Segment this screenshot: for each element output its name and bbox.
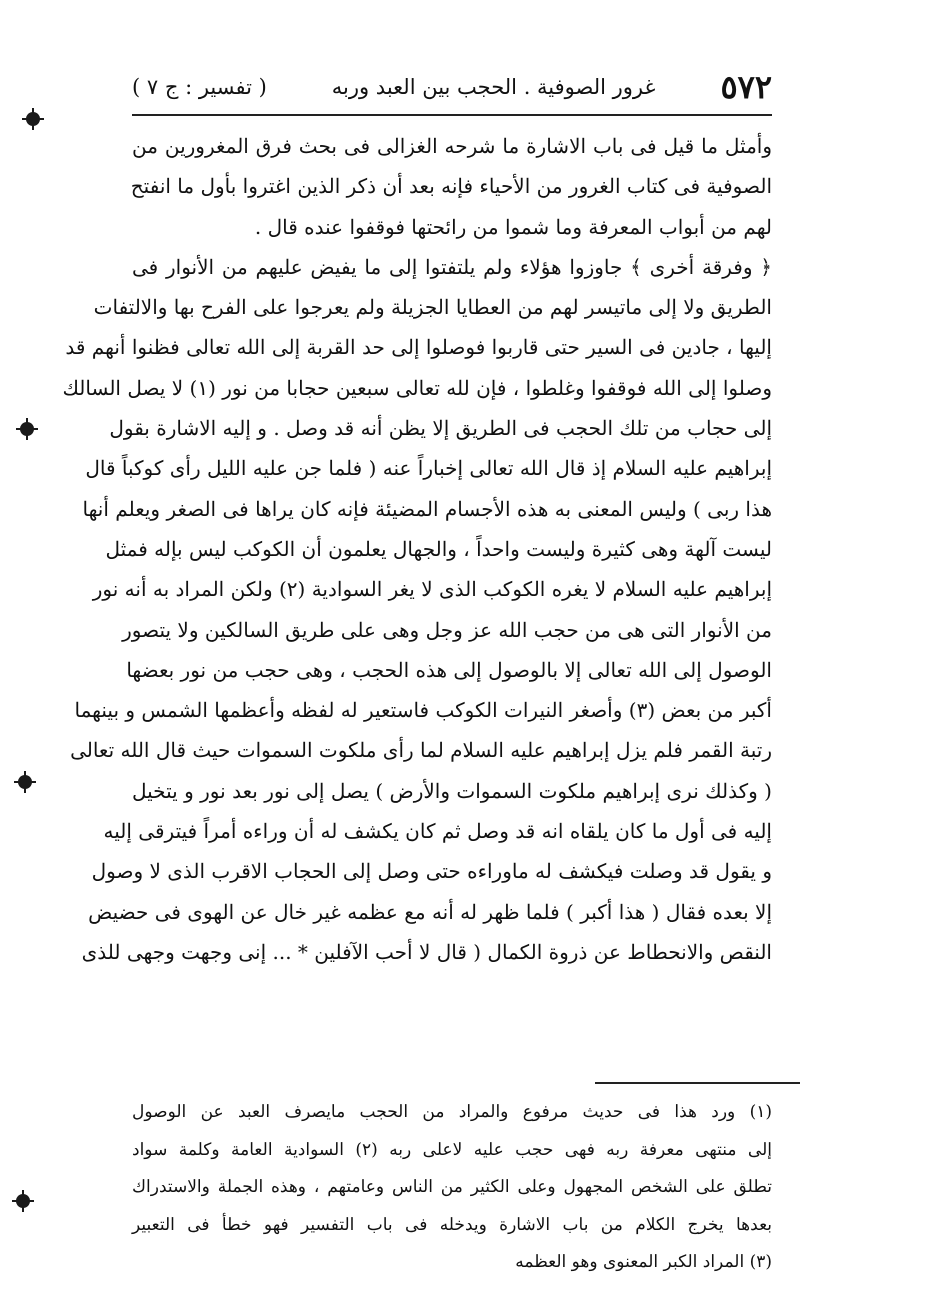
text-line: إلا بعده فقال ( هذا أكبر ) فلما ظهر له أنه مع عظمه غير خال عن الهوى فى حضيض <box>88 899 772 924</box>
text-line: إليها ، جادين فى السير حتى قاربوا فوصلوا إلى حد القربة إلى الله تعالى فظنوا أنهم قد <box>65 335 772 360</box>
page-number: ٥٧٢ <box>720 68 772 106</box>
text-line: الوصول إلى الله تعالى إلا بالوصول إلى هذه الحجب ، وهى حجب من نور بعضها <box>126 657 772 682</box>
text-line: هذا ربى ) وليس المعنى به هذه الأجسام المضيئة فإنه كان يراها فى الصغر ويعلم أنها <box>82 496 772 521</box>
text-line: وأمثل ما قيل فى باب الاشارة ما شرحه الغزالى فى بحث فرق المغرورين من <box>132 134 772 158</box>
text-line: لهم من أبواب المعرفة وما شموا من رائحتها فوقفوا عنده قال . <box>254 214 772 239</box>
footnote-line: إلى منتهى معرفة ربه فهى حجب عليه لاعلى ربه (٢) السوادية العامة وكلمة سواد <box>132 1139 772 1160</box>
footnote-line: تطلق على الشخص المجهول وعلى الكثير من الناس وعامتهم ، وهذه الجملة والاستدراك <box>132 1177 772 1197</box>
text-line: ( وكذلك نرى إبراهيم ملكوت السموات والأرض ) يصل إلى نور بعد نور و يتخيل <box>132 778 772 803</box>
text-line: النقص والانحطاط عن ذروة الكمال ( قال لا أحب الآفلين * ... إنى وجهت وجهى للذى <box>81 939 772 964</box>
text-line: أكبر من بعض (٣) وأصغر النيرات الكوكب فاستعير له لفظه وأعظمها الشمس و بينهما <box>74 698 772 723</box>
volume-reference: ( تفسير : ج ٧ ) <box>132 75 267 99</box>
text-line: و يقول قد وصلت فيكشف له ماوراءه حتى وصل إلى الحجاب الاقرب الذى لا وصول <box>91 859 772 884</box>
punch-hole-mark <box>18 775 32 789</box>
text-line: إليه فى أول ما كان يلقاه انه قد وصل ثم كان يكشف له أن وراءه أمراً فيترقى إليه <box>103 819 772 844</box>
footnotes <box>132 1094 772 1282</box>
main-text <box>62 126 772 972</box>
page-header <box>132 64 772 110</box>
punch-hole-mark <box>16 1194 30 1208</box>
text-line: إلى حجاب من تلك الحجب فى الطريق إلا يظن أنه قد وصل . و إليه الاشارة بقول <box>109 416 772 441</box>
footnote-divider <box>595 1082 800 1084</box>
running-title: غرور الصوفية . الحجب بين العبد وربه <box>331 75 656 99</box>
punch-hole-mark <box>20 422 34 436</box>
text-line: من الأنوار التى هى من حجب الله عز وجل وهى على طريق السالكين ولا يتصور <box>122 617 772 642</box>
text-line: وصلوا إلى الله فوقفوا وغلطوا ، فإن لله تعالى سبعين حجابا من نور (١) لا يصل السالك <box>62 375 772 400</box>
footnote-line: بعدها يخرج الكلام من باب الاشارة ويدخله فى باب التفسير فهو خطأ فى التعبير <box>132 1214 772 1235</box>
text-line: الطريق ولا إلى ماتيسر لهم من العطايا الجزيلة ولم يعرجوا على الفرح بها والالتفات <box>93 295 772 320</box>
header-divider <box>132 114 772 116</box>
footnote-line: (١) ورد هذا فى حديث مرفوع والمراد من الحجب مايصرف العبد عن الوصول <box>132 1102 772 1122</box>
text-line: ليست آلهة وهى كثيرة وليست واحداً ، والجهال يعلمون أن الكوكب ليس بإله فمثل <box>105 536 772 561</box>
punch-hole-mark <box>26 112 40 126</box>
text-line: الصوفية فى كتاب الغرور من الأحياء فإنه بعد أن ذكر الذين اغتروا بأول ما انفتح <box>130 174 772 199</box>
text-line: إبراهيم عليه السلام إذ قال الله تعالى إخباراً عنه ( فلما جن عليه الليل رأى كوكباً قال <box>85 456 772 481</box>
text-line: رتبة القمر فلم يزل إبراهيم عليه السلام لما رأى ملكوت السموات حيث قال الله تعالى <box>70 738 772 763</box>
text-line: إبراهيم عليه السلام لا يغره الكوكب الذى لا يغر السوادية (٢) ولكن المراد به أنه نور <box>92 577 772 602</box>
text-line: ﴿ وفرقة أخرى ﴾ جاوزوا هؤلاء ولم يلتفتوا إلى ما يفيض عليهم من الأنوار فى <box>132 254 772 279</box>
footnote-line: (٣) المراد الكبر المعنوى وهو العظمه <box>515 1252 772 1272</box>
